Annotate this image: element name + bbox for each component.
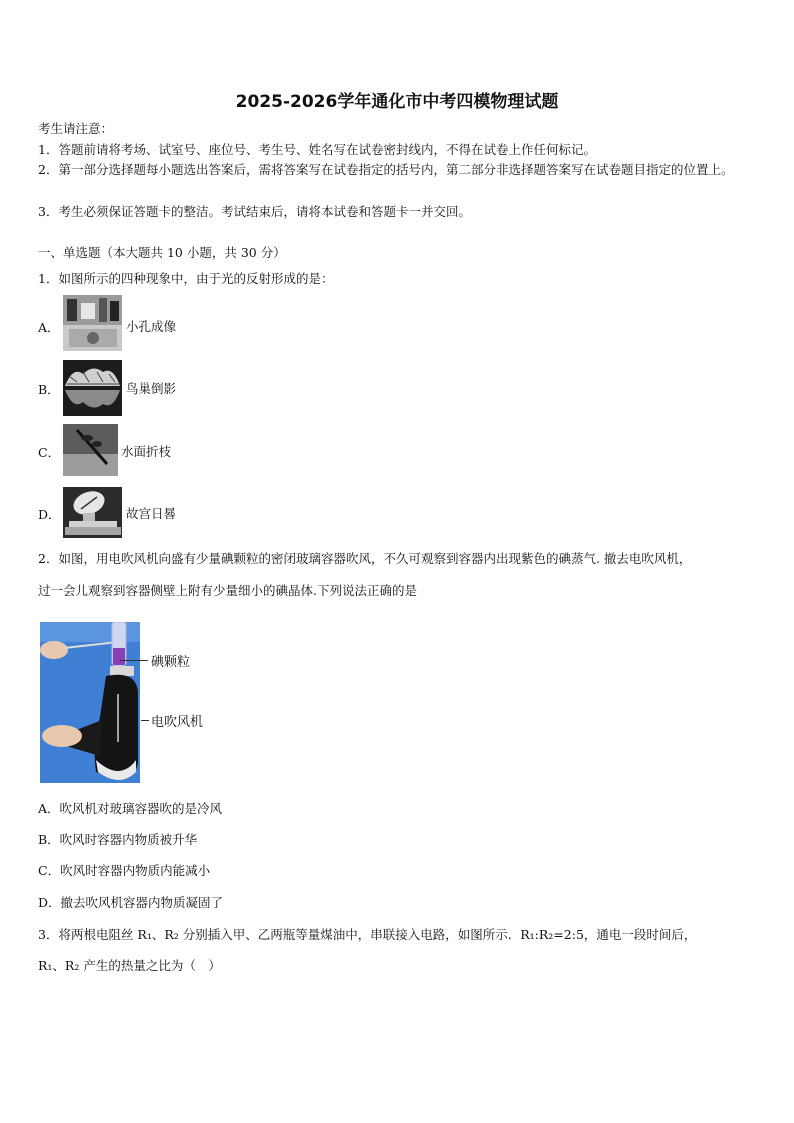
figure-label-dryer: 电吹风机 [151,715,204,730]
q2-option-c: C．吹风时容器内物质内能减小 [38,863,211,878]
question-2-stem-line1: 2．如图，用电吹风机向盛有少量碘颗粒的密闭玻璃容器吹风，不久可观察到容器内出现紫色的碘蒸气. 撤去电吹风机， [38,551,692,566]
q1-option-d-letter: D． [38,507,61,522]
notice-heading: 考生请注意： [38,121,114,136]
q1-option-d-caption: 故宫日晷 [126,506,177,521]
notice-item-1: 1．答题前请将考场、试室号、座位号、考生号、姓名写在试卷密封线内，不得在试卷上作任何标记。 [38,142,596,157]
pinhole-image-photo-icon [63,295,122,351]
iodine-leader-line [120,660,148,661]
sundial-photo-icon [63,487,122,538]
figure-label-iodine: 碘颗粒 [151,655,191,670]
q2-option-a: A．吹风机对玻璃容器吹的是冷风 [38,801,223,816]
notice-item-3: 3．考生必须保证答题卡的整洁。考试结束后，请将本试卷和答题卡一并交回。 [38,204,471,219]
q2-option-d: D．撤去吹风机容器内物质凝固了 [38,895,224,910]
hair-dryer-photo [40,622,140,783]
bent-branch-photo-icon [63,424,118,476]
q2-option-b: B．吹风时容器内物质被升华 [38,832,198,847]
q1-option-c-letter: C． [38,445,61,460]
q1-option-a-caption: 小孔成像 [126,319,177,334]
question-2-stem-line2: 过一会儿观察到容器侧壁上附有少量细小的碘晶体.下列说法正确的是 [38,583,417,598]
q1-option-b-caption: 鸟巢倒影 [126,381,177,396]
dryer-leader-line [141,720,149,721]
q1-option-c-caption: 水面折枝 [121,444,172,459]
notice-item-2: 2．第一部分选择题每小题选出答案后，需将答案写在试卷指定的括号内，第二部分非选择题答案写在试卷题目指定的位置上。 [38,162,734,177]
question-1-stem: 1．如图所示的四种现象中，由于光的反射形成的是： [38,271,334,286]
birds-nest-reflection-photo-icon [63,360,122,416]
q1-option-a-letter: A． [38,320,60,335]
section-heading: 一、单选题（本大题共 10 小题，共 30 分） [38,245,286,260]
page-title: 2025-2026学年通化市中考四模物理试题 [235,92,559,112]
question-3-stem-line2: R₁、R₂ 产生的热量之比为（ ） [38,958,221,973]
question-3-stem-line1: 3．将两根电阻丝 R₁、R₂ 分别插入甲、乙两瓶等量煤油中，串联接入电路，如图所示．R₁:R₂=2:5，通电一段时间后， [38,927,697,942]
q1-option-b-letter: B． [38,382,60,397]
